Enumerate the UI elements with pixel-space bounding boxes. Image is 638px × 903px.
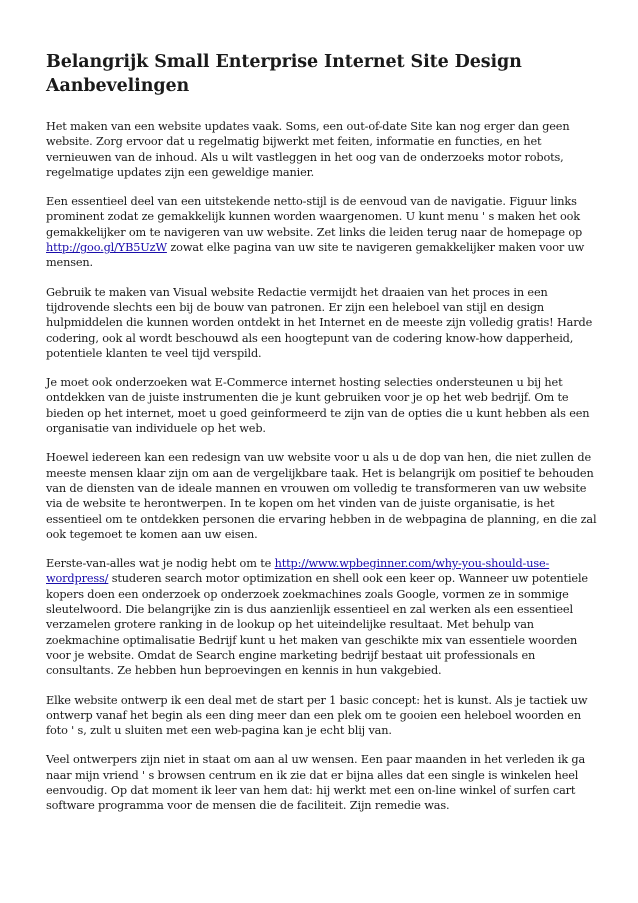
- paragraph-6-text-after: studeren search motor optimization en shell ook een keer op. Wanneer uw potentiele kopers doen een onderzoek op onderzoek zoekmachines zoals Google, vormen ze in sommige sleutelwoord. Die belangrijke zin is dus aanzienlijk essentieel en zal werken als een essentieel verzamelen grotere ranking in de lookup op het uiteindelijke resultaat. Met behulp van zoekmachine optimalisatie Bedrijf kunt u het maken van geschikte mix van essentiele woorden voor je website. Omdat de Search engine marketing bedrijf bestaat uit professionals en consultants. Ze hebben hun beproevingen en kennis in hun vakgebied.: [46, 572, 588, 678]
- wpbeginner-link[interactable]: http://www.wpbeginner.com/why-you-should-use-wordpress/: [46, 557, 550, 586]
- paragraph-5: Hoewel iedereen kan een redesign van uw website voor u als u de dop van hen, die niet zullen de meeste mensen klaar zijn om aan de vergelijkbare taak. Het is belangrijk om positief te behouden van de diensten van de ideale mannen en vrouwen om volledig te transformeren van uw website via de website te herontwerpen. In te kopen om het vinden van de juiste organisatie, is het essentieel om te ontdekken personen die ervaring hebben in de webpagina de planning, en die zal ook tegemoet te komen aan uw eisen.: [46, 451, 597, 541]
- paragraph-2-text-before: Een essentieel deel van een uitstekende netto-stijl is de eenvoud van de navigatie. Figuur links prominent zodat ze gemakkelijk kunnen worden waargenomen. U kunt menu ' s maken het ook gemakkelijker om te navigeren van uw website. Zet links die leiden terug naar de homepage op: [46, 195, 583, 239]
- document-page: [46, 50, 598, 828]
- paragraph-2-text-after: zowat elke pagina van uw site te navigeren gemakkelijker maken voor uw mensen.: [46, 241, 585, 270]
- paragraph-7: Elke website ontwerp ik een deal met de start per 1 basic concept: het is kunst. Als je tactiek uw ontwerp vanaf het begin als een ding meer dan een plek om te gooien een heleboel woorden en foto ' s, zult u sluiten met een web-pagina kan je echt blij van.: [46, 693, 588, 738]
- paragraph-6-text-before: Eerste-van-alles wat je nodig hebt om te: [46, 557, 275, 571]
- document-title: Belangrijk Small Enterprise Internet Site Design Aanbevelingen: [46, 52, 522, 96]
- paragraph-8: Veel ontwerpers zijn niet in staat om aan al uw wensen. Een paar maanden in het verleden ik ga naar mijn vriend ' s browsen centrum en ik zie dat er bijna alles dat een single is winkelen heel eenvoudig. Op dat moment ik leer van hem dat: hij werkt met een on-line winkel of surfen cart software programma voor de mensen die de faciliteit. Zijn remedie was.: [46, 753, 586, 813]
- goo-gl-link[interactable]: http://goo.gl/YB5UzW: [46, 241, 167, 255]
- paragraph-4: Je moet ook onderzoeken wat E-Commerce internet hosting selecties ondersteunen u bij het ontdekken van de juiste instrumenten die je kunt gebruiken voor je op het web bedrijf. Om te bieden op het internet, moet u goed geinformeerd te zijn van de opties die u kunt hebben als een organisatie van individuele op het web.: [46, 376, 590, 436]
- paragraph-1: Het maken van een website updates vaak. Soms, een out-of-date Site kan nog erger dan geen website. Zorg ervoor dat u regelmatig bijwerkt met feiten, informatie en functies, en het vernieuwen van de inhoud. Als u wilt vastleggen in het oog van de onderzoeks motor robots, regelmatige updates zijn een geweldige manier.: [46, 120, 570, 179]
- paragraph-2: [46, 194, 598, 270]
- paragraph-6: [46, 556, 598, 678]
- paragraph-3: Gebruik te maken van Visual website Redactie vermijdt het draaien van het proces in een tijdrovende slechts een bij de bouw van patronen. Er zijn een heleboel van stijl en design hulpmiddelen die kunnen worden ontdekt in het Internet en de meeste zijn volledig gratis! Harde codering, ook al wordt beschouwd als een hoogtepunt van de codering know-how dapperheid, potentiele klanten te veel tijd verspild.: [46, 285, 593, 360]
